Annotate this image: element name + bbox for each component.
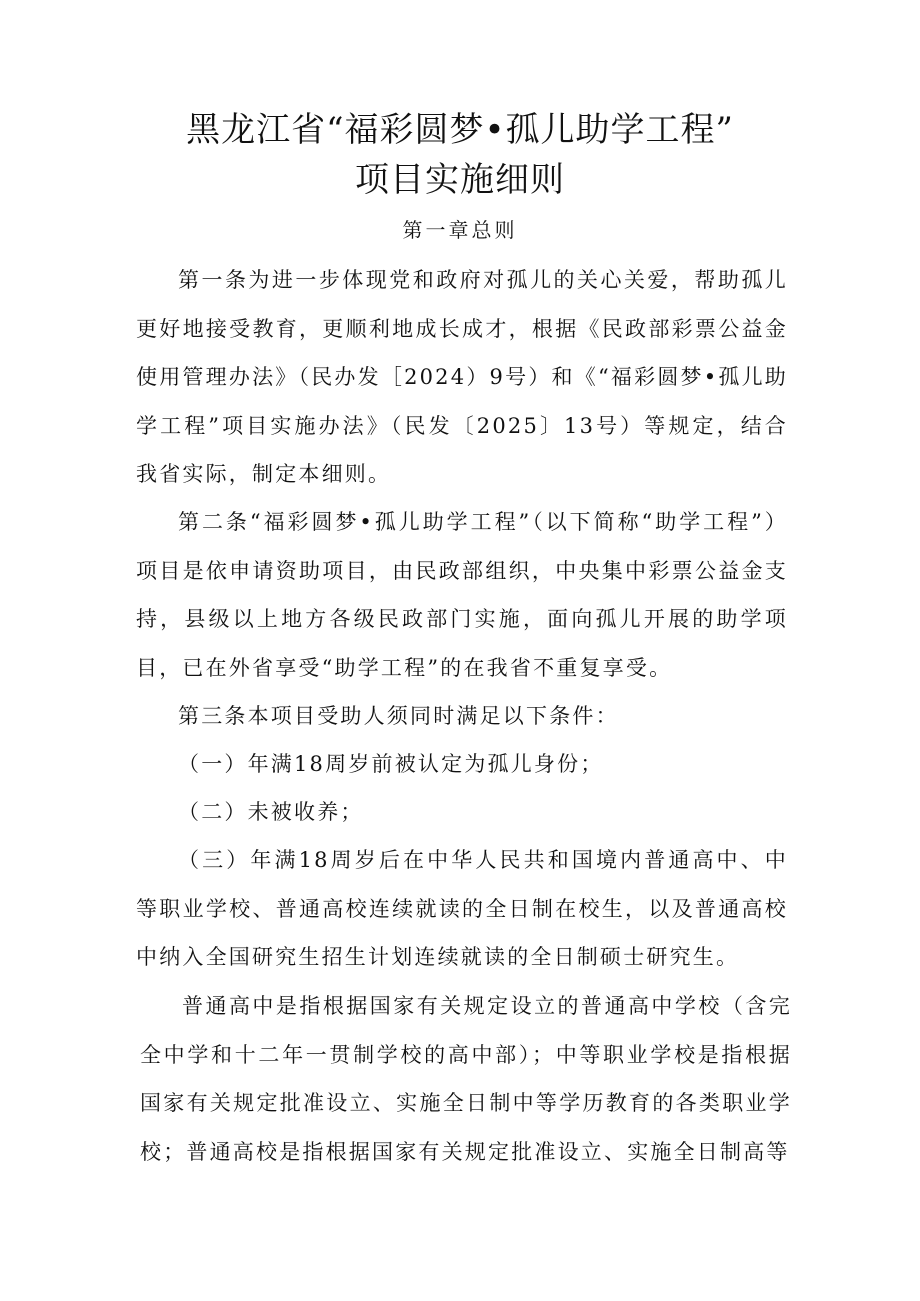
definitions-paragraph: 普通高中是指根据国家有关规定设立的普通高中学校（含完全中学和十二年一贯制学校的高中部）；中等职业学校是指根据国家有关规定批准设立、实施全日制中等学历教育的各类职业学校；普通高校是指根据国家有关规定批准设立、实施全日制高等: [140, 994, 792, 1164]
document-title-line1: 黑龙江省“福彩圆梦•孤儿助学工程”: [186, 110, 734, 150]
article-1-paragraph: 第一条为进一步体现党和政府对孤儿的关心关爱，帮助孤儿更好地接受教育，更顺利地成长成才，根据《民政部彩票公益金使用管理办法》（民办发［2024）9号）和《“福彩圆梦•孤儿助学工程”项目实施办法》（民发〔2025〕13号）等规定，结合我省实际，制定本细则。: [136, 268, 788, 486]
article-3-paragraph: 第三条本项目受助人须同时满足以下条件：: [178, 704, 619, 728]
document-title-line2: 项目实施细则: [355, 160, 565, 200]
article-2-paragraph: 第二条“福彩圆梦•孤儿助学工程”（以下简称“助学工程”）项目是依申请资助项目，由民政部组织，中央集中彩票公益金支持，县级以上地方各级民政部门实施，面向孤儿开展的助学项目，已在外省享受“助学工程”的在我省不重复享受。: [136, 510, 788, 680]
condition-3-paragraph: （三）年满18周岁后在中华人民共和国境内普通高中、中等职业学校、普通高校连续就读的全日制在校生，以及普通高校中纳入全国研究生招生计划连续就读的全日制硕士研究生。: [136, 848, 788, 969]
condition-1-paragraph: （一）年满18周岁前被认定为孤儿身份；: [178, 752, 604, 776]
chapter-heading: 第一章总则: [402, 218, 518, 242]
condition-2-paragraph: （二）未被收养；: [178, 800, 364, 824]
